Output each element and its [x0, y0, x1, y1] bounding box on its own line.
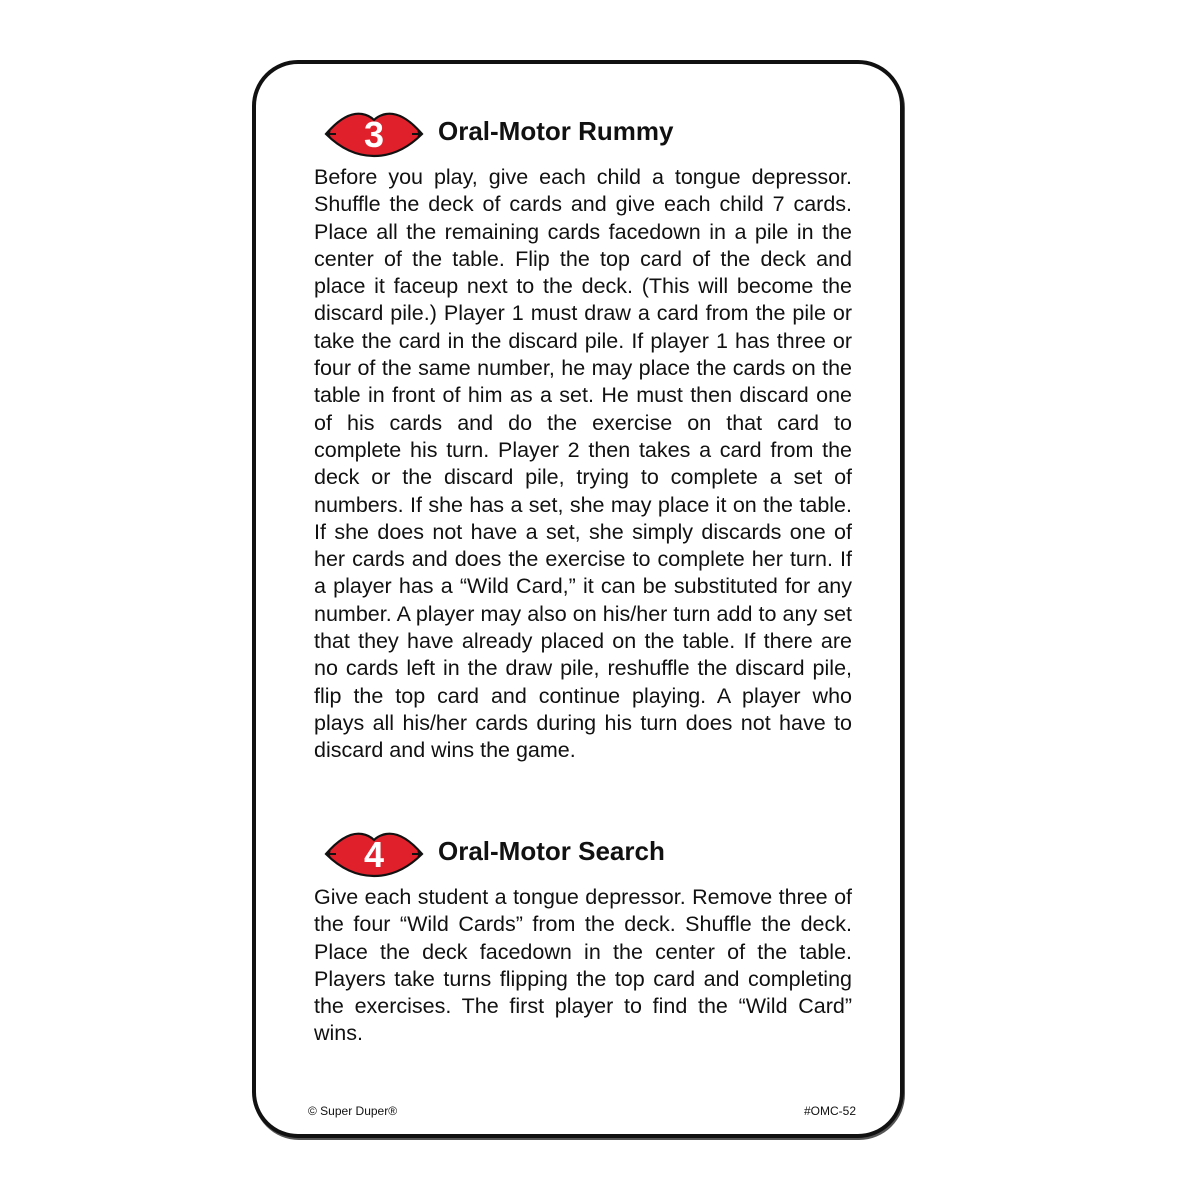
- section-body: Before you play, give each child a tongue depressor. Shuffle the deck of cards and give each child 7 cards. Place all the remaining cards facedown in a pile in the center of the table. Flip the top card of the deck and place it faceup next to the deck. (This will become the discard pile.) Player 1 must draw a card from the pile or take the card in the discard pile. If player 1 has three or four of the same number, he may place the cards on the table in front of him as a set. He must then discard one of his cards and do the exercise on that card to complete his turn. Player 2 then takes a card from the deck or the discard pile, trying to complete a set of numbers. If she has a set, she may place it on the table. If she does not have a set, she simply discards one of her cards and does the exercise to complete her turn. If a player has a “Wild Card,” it can be substituted for any number. A player may also on his/her turn add to any set that they have already placed on the table. If there are no cards left in the draw pile, reshuffle the discard pile, flip the top card and continue playing. A player who plays all his/her cards during his turn does not have to discard and wins the game.: [314, 165, 852, 763]
- game-instructions-card: [252, 60, 904, 1138]
- section-title: Oral-Motor Search: [438, 836, 665, 866]
- section-number: 4: [363, 834, 385, 875]
- copyright-notice: © Super Duper®: [308, 1104, 398, 1118]
- section-oral-motor-search: [314, 828, 852, 1048]
- section-title: Oral-Motor Rummy: [438, 116, 674, 146]
- section-heading: [314, 108, 852, 158]
- section-number: 3: [363, 114, 385, 155]
- product-code: #OMC-52: [803, 1104, 856, 1118]
- section-body: Give each student a tongue depressor. Remove three of the four “Wild Cards” from the deck. Shuffle the deck. Place the deck facedown in the center of the table. Players take turns flipping the top card and completing the exercises. The first player to find the “Wild Card” wins.: [314, 885, 852, 1046]
- section-oral-motor-rummy: [314, 108, 852, 765]
- section-heading: [314, 828, 852, 878]
